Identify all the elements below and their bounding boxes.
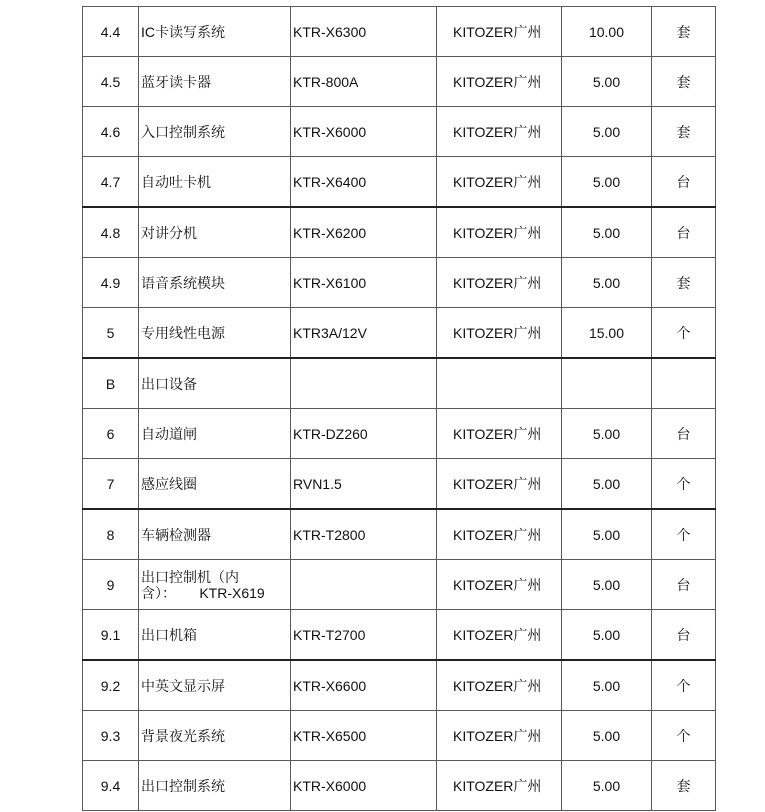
item-quantity: 5.00 — [562, 560, 652, 610]
item-quantity: 5.00 — [562, 509, 652, 560]
item-model: KTR-X6500 — [291, 711, 437, 761]
item-brand: KITOZER广州 — [437, 509, 562, 560]
item-model: KTR-X6100 — [291, 258, 437, 308]
table-row — [83, 7, 716, 57]
item-number: 4.6 — [83, 107, 139, 157]
item-number: 9.1 — [83, 610, 139, 661]
item-brand: KITOZER广州 — [437, 560, 562, 610]
item-name: 入口控制系统 — [139, 107, 291, 157]
section-title: 出口设备 — [139, 358, 291, 409]
item-quantity: 5.00 — [562, 459, 652, 510]
item-unit: 个 — [652, 308, 716, 359]
item-quantity: 5.00 — [562, 157, 652, 208]
item-brand: KITOZER广州 — [437, 761, 562, 811]
item-model: KTR-X6300 — [291, 7, 437, 57]
item-name: 中英文显示屏 — [139, 660, 291, 711]
item-quantity: 5.00 — [562, 107, 652, 157]
item-brand: KITOZER广州 — [437, 258, 562, 308]
item-model — [291, 358, 437, 409]
item-quantity: 5.00 — [562, 711, 652, 761]
table-row — [83, 258, 716, 308]
item-brand: KITOZER广州 — [437, 57, 562, 107]
item-quantity: 5.00 — [562, 258, 652, 308]
item-model: KTR-T2700 — [291, 610, 437, 661]
item-model: KTR3A/12V — [291, 308, 437, 359]
item-model: RVN1.5 — [291, 459, 437, 510]
table-row — [83, 107, 716, 157]
item-model: KTR-X6000 — [291, 761, 437, 811]
item-model — [291, 560, 437, 610]
item-name: 出口机箱 — [139, 610, 291, 661]
item-unit: 个 — [652, 711, 716, 761]
item-brand: KITOZER广州 — [437, 660, 562, 711]
item-name: 背景夜光系统 — [139, 711, 291, 761]
table-row — [83, 57, 716, 107]
item-quantity — [562, 358, 652, 409]
item-unit — [652, 358, 716, 409]
item-model: KTR-X6200 — [291, 207, 437, 258]
item-number: 7 — [83, 459, 139, 510]
item-brand — [437, 358, 562, 409]
item-model: KTR-DZ260 — [291, 409, 437, 459]
item-name-line-2: 含）： KTR-X619 — [141, 584, 265, 601]
item-unit: 台 — [652, 157, 716, 208]
item-unit: 套 — [652, 761, 716, 811]
item-number: 4.8 — [83, 207, 139, 258]
item-number: 6 — [83, 409, 139, 459]
item-number: 5 — [83, 308, 139, 359]
table-row — [83, 509, 716, 560]
item-brand: KITOZER广州 — [437, 409, 562, 459]
item-unit: 台 — [652, 409, 716, 459]
item-quantity: 5.00 — [562, 57, 652, 107]
table-row — [83, 560, 716, 610]
item-number: 9 — [83, 560, 139, 610]
item-unit: 台 — [652, 207, 716, 258]
item-brand: KITOZER广州 — [437, 610, 562, 661]
item-quantity: 15.00 — [562, 308, 652, 359]
item-brand: KITOZER广州 — [437, 308, 562, 359]
item-number: 9.4 — [83, 761, 139, 811]
item-unit: 套 — [652, 57, 716, 107]
item-model: KTR-T2800 — [291, 509, 437, 560]
item-number: B — [83, 358, 139, 409]
table-row — [83, 660, 716, 711]
table-row — [83, 761, 716, 811]
table-row — [83, 459, 716, 510]
item-unit: 个 — [652, 459, 716, 510]
item-quantity: 5.00 — [562, 761, 652, 811]
item-unit: 个 — [652, 660, 716, 711]
item-unit: 套 — [652, 7, 716, 57]
table-row — [83, 610, 716, 661]
table-row — [83, 358, 716, 409]
item-brand: KITOZER广州 — [437, 459, 562, 510]
item-number: 9.3 — [83, 711, 139, 761]
item-number: 4.4 — [83, 7, 139, 57]
item-name-line-1: 出口控制机（内 — [141, 568, 239, 585]
item-unit: 台 — [652, 610, 716, 661]
table-row — [83, 711, 716, 761]
table-row — [83, 207, 716, 258]
item-model: KTR-X6000 — [291, 107, 437, 157]
item-name: 自动道闸 — [139, 409, 291, 459]
item-unit: 个 — [652, 509, 716, 560]
item-name: 感应线圈 — [139, 459, 291, 510]
item-quantity: 5.00 — [562, 409, 652, 459]
item-quantity: 5.00 — [562, 610, 652, 661]
item-brand: KITOZER广州 — [437, 7, 562, 57]
item-number: 8 — [83, 509, 139, 560]
item-number: 4.7 — [83, 157, 139, 208]
item-brand: KITOZER广州 — [437, 107, 562, 157]
item-brand: KITOZER广州 — [437, 157, 562, 208]
item-name: 专用线性电源 — [139, 308, 291, 359]
item-number: 9.2 — [83, 660, 139, 711]
table-row — [83, 157, 716, 208]
item-name: 语音系统模块 — [139, 258, 291, 308]
item-quantity: 5.00 — [562, 660, 652, 711]
item-unit: 套 — [652, 258, 716, 308]
item-unit: 套 — [652, 107, 716, 157]
item-number: 4.5 — [83, 57, 139, 107]
item-model: KTR-X6600 — [291, 660, 437, 711]
item-name — [139, 560, 291, 610]
item-brand: KITOZER广州 — [437, 711, 562, 761]
item-name: 蓝牙读卡器 — [139, 57, 291, 107]
item-name: 车辆检测器 — [139, 509, 291, 560]
equipment-table — [82, 6, 716, 811]
equipment-table-wrapper — [82, 6, 716, 811]
item-name: 自动吐卡机 — [139, 157, 291, 208]
item-brand: KITOZER广州 — [437, 207, 562, 258]
item-quantity: 10.00 — [562, 7, 652, 57]
item-quantity: 5.00 — [562, 207, 652, 258]
item-name: IC卡读写系统 — [139, 7, 291, 57]
item-model: KTR-800A — [291, 57, 437, 107]
table-row — [83, 409, 716, 459]
item-model: KTR-X6400 — [291, 157, 437, 208]
item-name: 出口控制系统 — [139, 761, 291, 811]
item-name: 对讲分机 — [139, 207, 291, 258]
table-row — [83, 308, 716, 359]
item-number: 4.9 — [83, 258, 139, 308]
item-unit: 台 — [652, 560, 716, 610]
